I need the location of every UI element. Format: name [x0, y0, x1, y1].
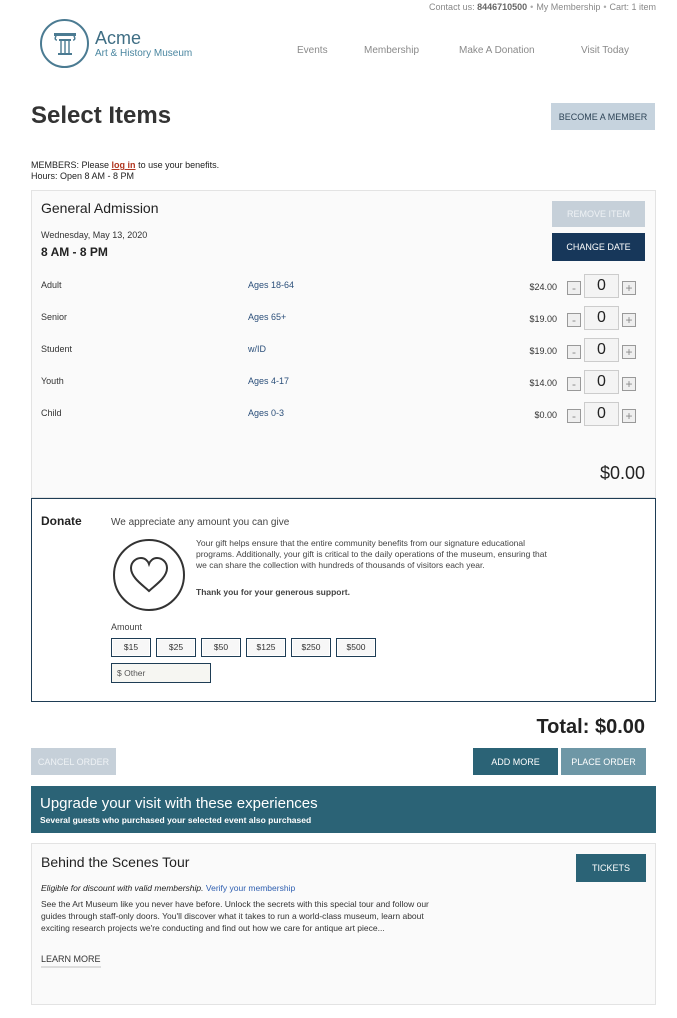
utility-bar: Contact us: 8446710500 • My Membership • Cart: 1 item [429, 2, 656, 12]
upgrade-subtitle: Several guests who purchased your selected event also purchased [40, 815, 312, 825]
ticket-type: Youth [41, 376, 64, 386]
decrease-quantity-button[interactable]: - [567, 281, 581, 295]
increase-quantity-button[interactable]: + [622, 281, 636, 295]
admission-date: Wednesday, May 13, 2020 [41, 230, 148, 240]
page-title: Select Items [31, 102, 172, 129]
learn-more-link[interactable]: LEARN MORE [41, 954, 101, 968]
admission-time: 8 AM - 8 PM [41, 245, 108, 259]
ticket-ages: Ages 0-3 [248, 408, 285, 418]
ticket-price: $19.00 [529, 314, 557, 324]
ticket-type: Student [41, 344, 73, 354]
tour-description: See the Art Museum like you never have before. Unlock the secrets with this special tour and follow our guides through staff-only doors. You'll discover what it takes to run a world-class museum, learn about exciting research projects we're conducting and find out how we care for antique art piece... [41, 899, 429, 933]
ticket-price: $14.00 [529, 378, 557, 388]
upgrade-banner [31, 786, 656, 833]
login-link[interactable]: log in [111, 160, 136, 170]
upgrade-title: Upgrade your visit with these experiences [40, 795, 318, 812]
ticket-type: Child [41, 408, 62, 418]
ticket-row-adult [32, 277, 655, 304]
quantity-input[interactable]: 0 [584, 274, 619, 298]
general-admission-panel [31, 190, 656, 498]
amount-option-125[interactable]: $125 [246, 638, 286, 657]
decrease-quantity-button[interactable]: - [567, 313, 581, 327]
donate-lead: We appreciate any amount you can give [111, 517, 290, 528]
increase-quantity-button[interactable]: + [622, 409, 636, 423]
increase-quantity-button[interactable]: + [622, 313, 636, 327]
ticket-row-senior [32, 309, 655, 336]
admission-title: General Admission [41, 200, 159, 216]
other-amount-input[interactable] [111, 663, 211, 683]
site-logo[interactable] [40, 19, 192, 68]
my-membership-link[interactable]: My Membership [536, 2, 601, 12]
decrease-quantity-button[interactable]: - [567, 345, 581, 359]
amount-option-25[interactable]: $25 [156, 638, 196, 657]
ticket-ages: Ages 65+ [248, 312, 287, 322]
ticket-row-child [32, 405, 655, 432]
ticket-ages: w/ID [248, 344, 266, 354]
amount-option-250[interactable]: $250 [291, 638, 331, 657]
quantity-input[interactable]: 0 [584, 338, 619, 362]
ticket-row-youth [32, 373, 655, 400]
increase-quantity-button[interactable]: + [622, 345, 636, 359]
contact-label: Contact us: [429, 2, 475, 12]
change-date-button[interactable]: CHANGE DATE [552, 233, 645, 261]
admission-subtotal: $0.00 [599, 463, 645, 483]
contact-phone[interactable]: 8446710500 [477, 2, 528, 12]
amount-option-50[interactable]: $50 [201, 638, 241, 657]
ticket-type: Adult [41, 280, 62, 290]
brand-name: Acme [95, 28, 142, 48]
ticket-price: $0.00 [534, 410, 557, 420]
ticket-price: $24.00 [529, 282, 557, 292]
donate-panel [31, 498, 656, 702]
nav-make-a-donation[interactable]: Make A Donation [459, 45, 535, 56]
other-amount-placeholder: Other [124, 668, 146, 678]
amount-label: Amount [111, 622, 143, 632]
ticket-ages: Ages 4-17 [248, 376, 290, 386]
nav-events[interactable]: Events [297, 45, 328, 56]
decrease-quantity-button[interactable]: - [567, 409, 581, 423]
donate-title: Donate [41, 514, 82, 528]
quantity-input[interactable]: 0 [584, 306, 619, 330]
place-order-button[interactable]: PLACE ORDER [561, 748, 646, 775]
brand-subtitle: Art & History Museum [95, 48, 193, 59]
increase-quantity-button[interactable]: + [622, 377, 636, 391]
ticket-type: Senior [41, 312, 68, 322]
ticket-row-student [32, 341, 655, 368]
ticket-price: $19.00 [529, 346, 557, 356]
quantity-input[interactable]: 0 [584, 402, 619, 426]
remove-item-button[interactable]: REMOVE ITEM [552, 201, 645, 227]
tour-title: Behind the Scenes Tour [41, 854, 190, 870]
verify-membership-link[interactable]: Verify your membership [205, 883, 296, 893]
hours-text: Hours: Open 8 AM - 8 PM [31, 171, 135, 181]
nav-visit-today[interactable]: Visit Today [581, 45, 629, 56]
become-member-button[interactable]: BECOME A MEMBER [551, 103, 655, 130]
nav-membership[interactable]: Membership [364, 45, 420, 56]
quantity-input[interactable]: 0 [584, 370, 619, 394]
cancel-order-button[interactable]: CANCEL ORDER [31, 748, 116, 775]
tickets-button[interactable]: TICKETS [576, 854, 646, 882]
members-notice: MEMBERS: Please log in to use your benefits. Hours: Open 8 AM - 8 PM [31, 160, 220, 181]
order-total: Total: $0.00 [536, 716, 645, 738]
amount-option-500[interactable]: $500 [336, 638, 376, 657]
currency-symbol: $ [117, 668, 122, 678]
heart-icon [113, 539, 185, 611]
tour-panel [31, 843, 656, 1005]
ticket-ages: Ages 18-64 [248, 280, 295, 290]
tour-eligibility: Eligible for discount with valid membership. Verify your membership [41, 883, 296, 893]
add-more-button[interactable]: ADD MORE [473, 748, 558, 775]
column-pillar-icon [40, 19, 89, 68]
amount-option-15[interactable]: $15 [111, 638, 151, 657]
donate-thanks: Thank you for your generous support. [196, 587, 350, 597]
donate-description: Your gift helps ensure that the entire community benefits from our signature educational programs. Additionally, your gift is critical to the daily operations of the museum, ensuring that we can share the collection with hundreds of thousands of visitors each year. [196, 538, 547, 570]
cart-link[interactable]: Cart: 1 item [609, 2, 656, 12]
decrease-quantity-button[interactable]: - [567, 377, 581, 391]
